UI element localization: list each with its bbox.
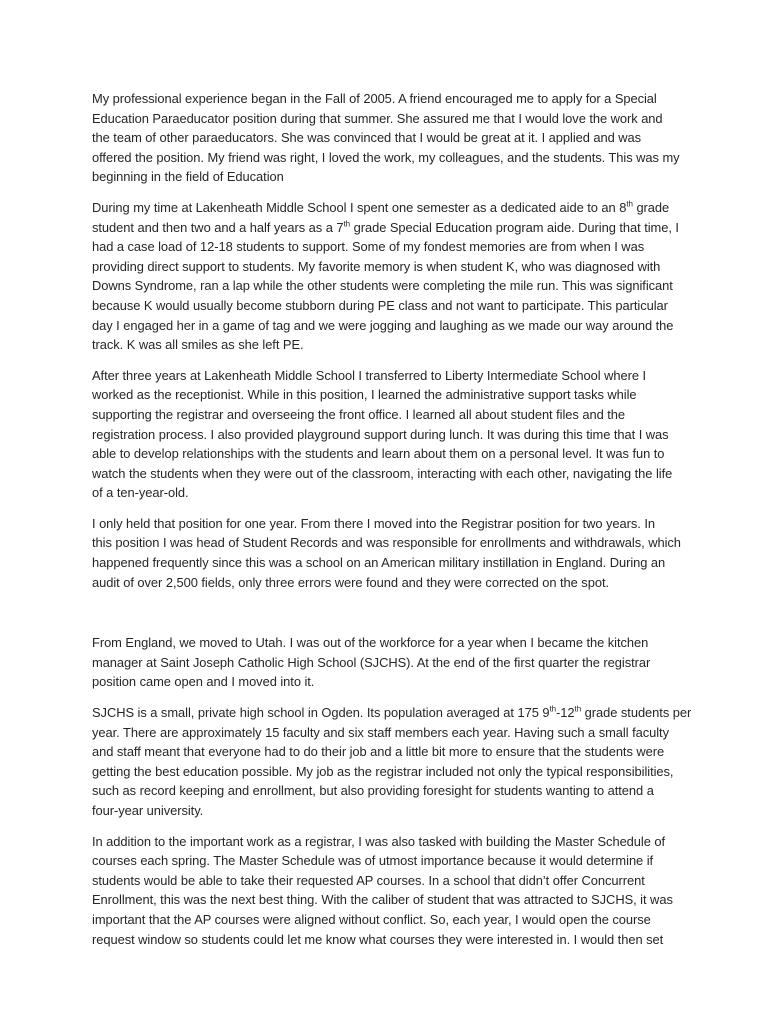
text-run: I only held that position for one year. From there I moved into the Registrar position for two years. In — [92, 515, 655, 531]
text-run: of a ten-year-old. — [92, 485, 189, 501]
text-run: track. K was all smiles as she left PE. — [92, 337, 304, 353]
text-line — [92, 851, 682, 871]
text-run: beginning in the field of Education — [92, 169, 284, 185]
text-line — [92, 514, 682, 534]
text-run: From England, we moved to Utah. I was out of the workforce for a year when I became the kitchen — [92, 635, 649, 651]
text-line — [92, 762, 682, 782]
text-run: Education Paraeducator position during that summer. She assured me that I would love the work and — [92, 110, 663, 126]
text-line — [92, 89, 682, 109]
text-line — [92, 742, 682, 762]
paragraph — [92, 832, 682, 950]
text-run: year. There are approximately 15 faculty and six staff members each year. Having such a small faculty — [92, 724, 669, 740]
text-line — [92, 218, 682, 238]
text-line — [92, 910, 682, 930]
paragraph — [92, 366, 682, 503]
text-line — [92, 553, 682, 573]
text-run: My professional experience began in the Fall of 2005. A friend encouraged me to apply for a Special — [92, 91, 657, 106]
text-line — [92, 109, 682, 129]
text-line — [92, 425, 682, 445]
text-run: important that the AP courses were aligned without conflict. So, each year, I would open the course — [92, 911, 651, 927]
text-line — [92, 316, 682, 336]
text-line — [92, 148, 682, 168]
text-run: manager at Saint Joseph Catholic High School (SJCHS). At the end of the first quarter the registrar — [92, 654, 651, 670]
text-run: such as record keeping and enrollment, but also providing foresight for students wanting to attend a — [92, 783, 654, 799]
text-line — [92, 653, 682, 673]
text-run: grade students per — [581, 705, 692, 721]
paragraph — [92, 633, 682, 692]
text-line — [92, 930, 682, 950]
text-line — [92, 296, 682, 316]
text-line — [92, 405, 682, 425]
text-run: because K would usually become stubborn during PE class and not want to participate. This particular — [92, 297, 668, 313]
paragraph-gap — [92, 603, 682, 633]
paragraph — [92, 703, 692, 821]
text-line — [92, 890, 682, 910]
text-run: SJCHS is a small, private high school in Ogden. Its population averaged at 175 9 — [92, 705, 550, 721]
text-line — [92, 781, 682, 801]
text-run: this position I was head of Student Records and was responsible for enrollments and withdrawals, which — [92, 535, 681, 551]
text-run: supporting the registrar and overseeing the front office. I learned all about student files and the — [92, 406, 625, 422]
text-run: happened frequently since this was a school on an American military instillation in England. During an — [92, 555, 666, 571]
text-line — [92, 573, 682, 593]
text-run: audit of over 2,500 fields, only three errors were found and they were corrected on the spot. — [92, 574, 610, 590]
text-run: In addition to the important work as a registrar, I was also tasked with building the Master Schedule of — [92, 833, 666, 849]
text-line — [92, 276, 682, 296]
text-run: students would be able to take their requested AP courses. In a school that didn’t offer Concurrent — [92, 872, 645, 888]
text-run: the team of other paraeducators. She was convinced that I would be great at it. I applied and was — [92, 130, 642, 146]
text-line — [92, 533, 682, 553]
text-line — [92, 257, 682, 277]
text-line — [92, 464, 682, 484]
text-line — [92, 483, 682, 503]
text-run: had a case load of 12-18 students to support. Some of my fondest memories are from when I was — [92, 239, 645, 255]
text-run: courses each spring. The Master Schedule was of utmost importance because it would determine if — [92, 853, 654, 869]
text-line — [92, 723, 682, 743]
text-line — [92, 801, 682, 821]
text-run: grade Special Education program aide. During that time, I — [350, 219, 679, 235]
text-line — [92, 703, 692, 723]
text-run: watch the students when they were out of the classroom, interacting with each other, navigating the life — [92, 465, 673, 481]
text-run: request window so students could let me know what courses they were interested in. I would then set — [92, 931, 664, 947]
text-run: grade — [632, 199, 670, 215]
text-run: After three years at Lakenheath Middle School I transferred to Liberty Intermediate School where I — [92, 367, 646, 383]
text-run: able to develop relationships with the students and learn about them on a personal level. It was fun to — [92, 446, 665, 462]
text-line — [92, 871, 682, 891]
text-run: position came open and I moved into it. — [92, 674, 315, 690]
text-run: getting the best education possible. My job as the registrar included not only the typical responsibilities, — [92, 763, 674, 779]
text-run: worked as the receptionist. While in this position, I learned the administrative support tasks while — [92, 387, 637, 403]
paragraph — [92, 89, 682, 187]
text-run: day I engaged her in a game of tag and we were jogging and laughing as we made our way around the — [92, 317, 674, 333]
text-line — [92, 237, 682, 257]
text-run: and staff meant that everyone had to do their job and a little bit more to ensure that the students were — [92, 744, 665, 760]
text-run: registration process. I also provided playground support during lunch. It was during this time that I was — [92, 426, 669, 442]
text-run: Enrollment, this was the next best thing. With the caliber of student that was attracted to SJCHS, it was — [92, 892, 673, 908]
superscript: th — [574, 704, 582, 714]
text-run: four-year university. — [92, 803, 204, 818]
text-run: During my time at Lakenheath Middle School I spent one semester as a dedicated aide to an 8 — [92, 199, 627, 215]
paragraph — [92, 198, 682, 355]
text-line — [92, 198, 682, 218]
superscript: th — [549, 704, 557, 714]
text-line — [92, 832, 682, 852]
text-line — [92, 366, 682, 386]
text-run: -12 — [556, 705, 575, 721]
superscript: th — [626, 199, 633, 209]
text-line — [92, 672, 682, 692]
text-line — [92, 335, 682, 355]
text-line — [92, 633, 682, 653]
text-line — [92, 167, 682, 187]
document-page — [92, 89, 692, 960]
text-line — [92, 385, 682, 405]
text-line — [92, 128, 682, 148]
paragraph — [92, 514, 682, 592]
text-run: providing direct support to students. My favorite memory is when student K, who was diagnosed with — [92, 258, 661, 274]
superscript: th — [343, 219, 351, 229]
text-line — [92, 444, 682, 464]
text-run: student and then two and a half years as a 7 — [92, 219, 344, 235]
text-run: Downs Syndrome, ran a lap while the other students were completing the mile run. This was significant — [92, 278, 673, 294]
text-run: offered the position. My friend was right, I loved the work, my colleagues, and the students. This was my — [92, 149, 680, 165]
